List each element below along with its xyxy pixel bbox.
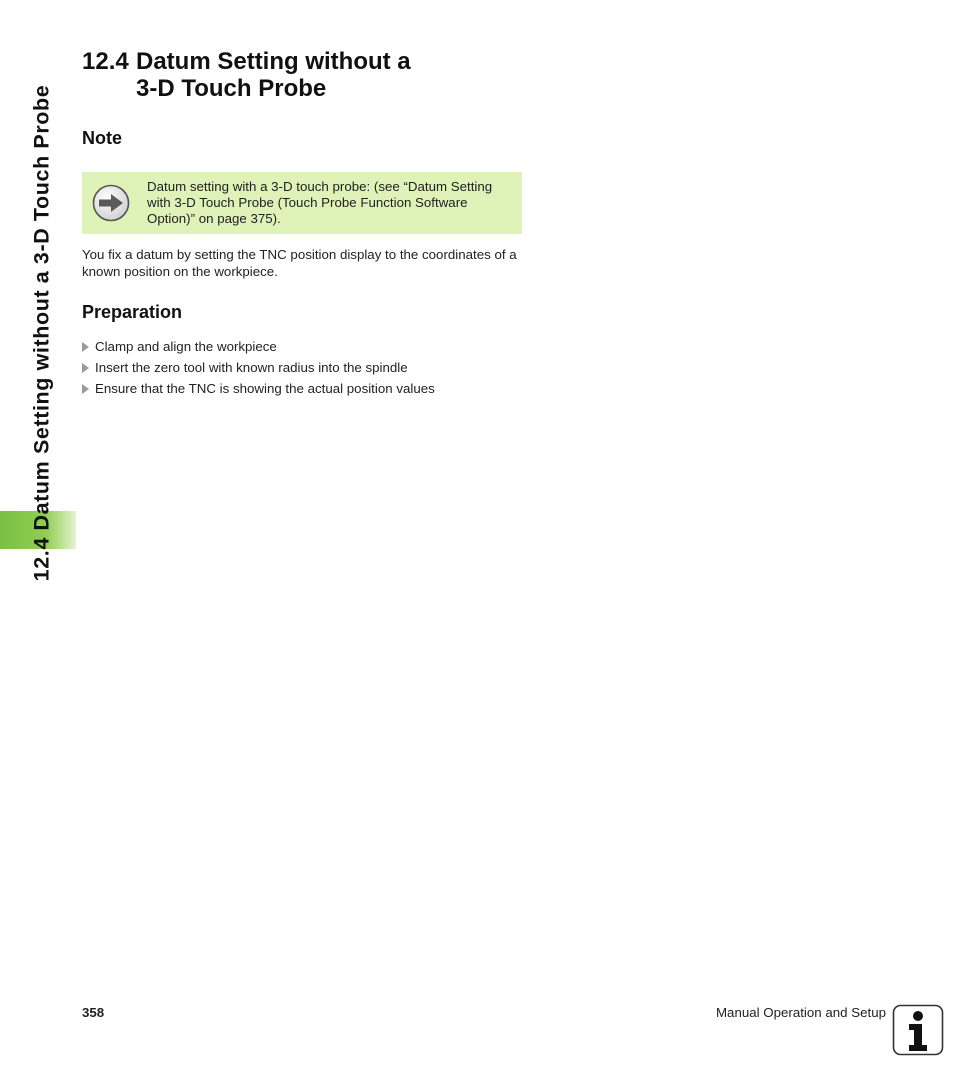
- list-item: [82, 381, 435, 402]
- side-running-title: 12.4 Datum Setting without a 3-D Touch Probe: [29, 84, 54, 582]
- preparation-steps: [82, 339, 435, 402]
- chapter-number: 12.4: [82, 48, 129, 75]
- step-text: Clamp and align the workpiece: [95, 339, 277, 354]
- preparation-heading: Preparation: [82, 302, 183, 322]
- chapter-title: [82, 48, 411, 102]
- intro-paragraph: You fix a datum by setting the TNC position display to the coordinates of a known position on the workpiece.: [82, 247, 517, 279]
- bullet-triangle-icon: [82, 363, 89, 373]
- arrow-right-icon: [92, 184, 130, 222]
- list-item: [82, 360, 435, 381]
- note-box: [82, 172, 522, 234]
- chapter-title-text: Datum Setting without a 3-D Touch Probe: [136, 48, 411, 102]
- info-icon: [892, 1004, 944, 1056]
- bullet-triangle-icon: [82, 384, 89, 394]
- step-text: Ensure that the TNC is showing the actual position values: [95, 381, 435, 396]
- note-heading: Note: [82, 128, 122, 148]
- list-item: [82, 339, 435, 360]
- footer-section-title: Manual Operation and Setup: [715, 1005, 886, 1020]
- note-text: Datum setting with a 3-D touch probe: (see “Datum Setting with 3-D Touch Probe (Touch Probe Function Software Option)” on page 375).: [147, 179, 493, 226]
- page-number: 358: [82, 1005, 105, 1020]
- step-text: Insert the zero tool with known radius into the spindle: [95, 360, 408, 375]
- bullet-triangle-icon: [82, 342, 89, 352]
